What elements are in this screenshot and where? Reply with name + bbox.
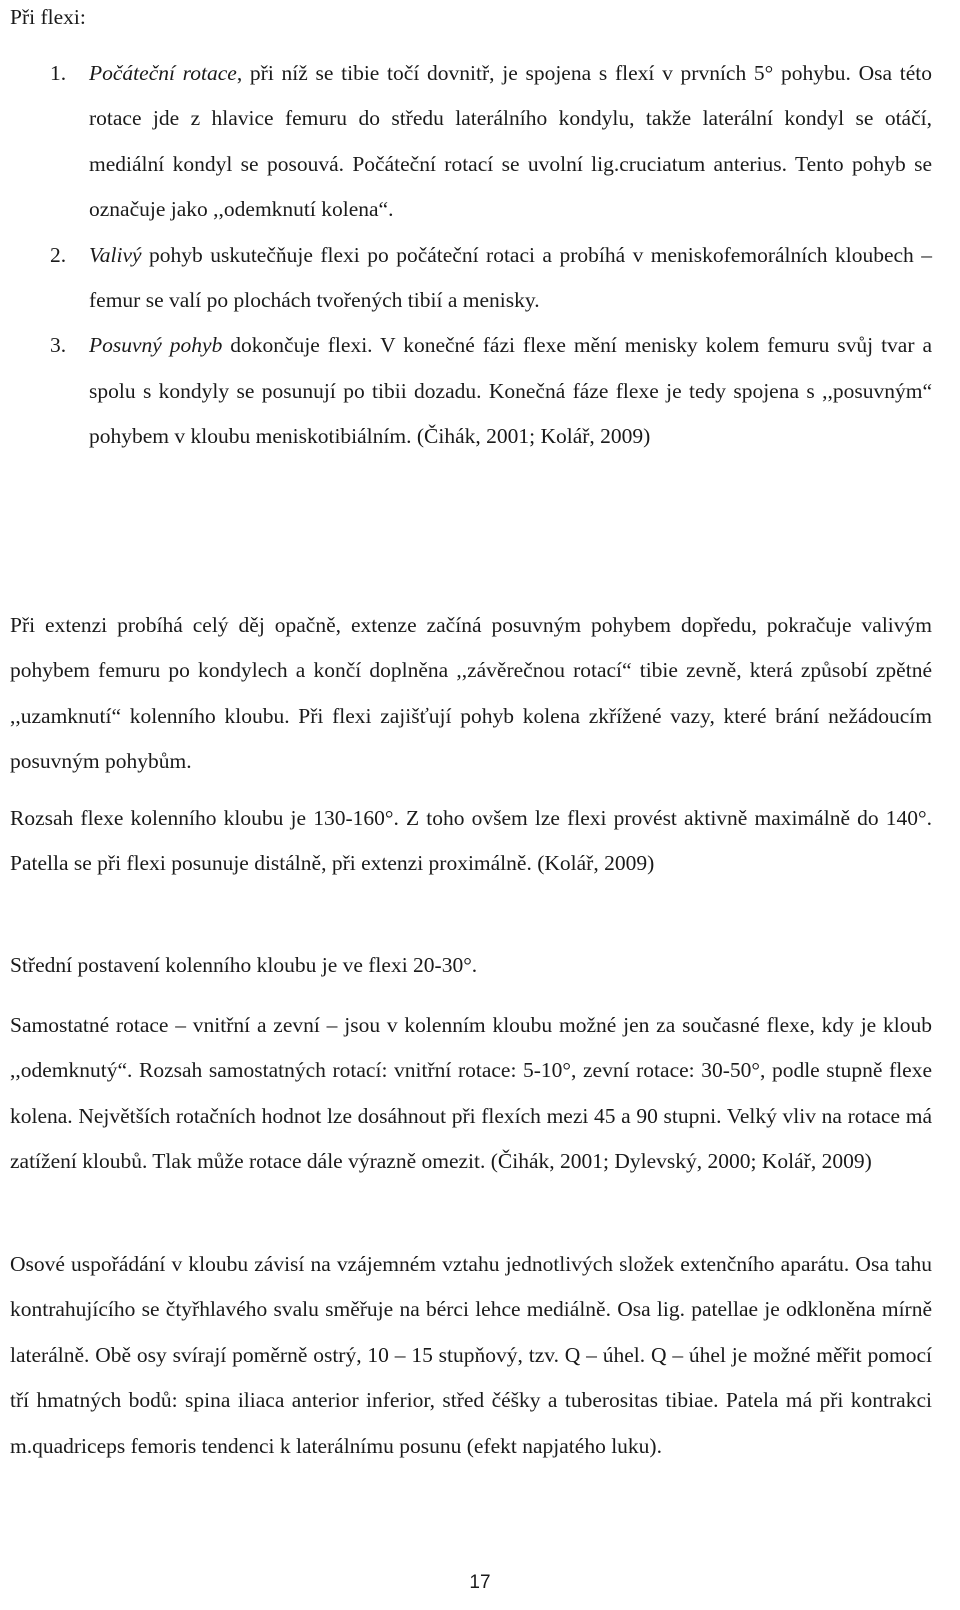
- list-item-text: , při níž se tibie točí dovnitř, je spojena s flexí v prvních 5° pohybu. Osa této rotace jde z hlavice femuru do středu laterálního kondylu, takže laterální kondyl se otáčí, mediální kondyl se posouvá. Počáteční rotací se uvolní lig.cruciatum anterius. Tento pohyb se označuje jako ,,odemknutí kolena“.: [89, 61, 932, 222]
- flexion-phases-list: [10, 51, 932, 460]
- list-item-number: 3.: [50, 333, 67, 358]
- list-item-number: 1.: [50, 61, 67, 85]
- page-number: 17: [469, 1572, 491, 1593]
- paragraph-extension: Při extenzi probíhá celý děj opačně, extenze začíná posuvným pohybem dopředu, pokračuje valivým pohybem femuru po kondylech a končí doplněna ,,závěrečnou rotací“ tibie zevně, která způsobí zpětné ,,uzamknutí“ kolenního kloubu. Při flexi zajišťují pohyb kolena zkřížené vazy, které brání nežádoucím posuvným pohybům.: [10, 613, 932, 774]
- list-item-text: dokončuje flexi. V konečné fázi flexe mění menisky kolem femuru svůj tvar a spolu s kondyly se posunují po tibii dozadu. Konečná fáze flexe je tedy spojena s ,,posuvným“ pohybem v kloubu meniskotibiálním. (Čihák, 2001; Kolář, 2009): [89, 333, 932, 449]
- list-item-term: Valivý: [89, 242, 142, 267]
- paragraph-rotations: Samostatné rotace – vnitřní a zevní – jsou v kolenním kloubu možné jen za současné flexe, kdy je kloub ,,odemknutý“. Rozsah samostatných rotací: vnitřní rotace: 5-10°, zevní rotace: 30-50°, podle stupně flexe kolena. Největších rotačních hodnot lze dosáhnout při flexích mezi 45 a 90 stupni. Velký vliv na rotace má zatížení kloubů. Tlak může rotace dále výrazně omezit. (Čihák, 2001; Dylevský, 2000; Kolář, 2009): [10, 1013, 932, 1174]
- list-item: [10, 323, 932, 459]
- paragraph-flexion-range: Rozsah flexe kolenního kloubu je 130-160°. Z toho ovšem lze flexi provést aktivně maximálně do 140°. Patella se při flexi posunuje distálně, při extenzi proximálně. (Kolář, 2009): [10, 806, 932, 876]
- list-item-term: Posuvný pohyb: [89, 333, 223, 358]
- list-item-term: Počáteční rotace: [89, 61, 237, 85]
- list-item: [10, 51, 932, 233]
- paragraph-axial-alignment: Osové uspořádání v kloubu závisí na vzájemném vztahu jednotlivých složek extenčního aparátu. Osa tahu kontrahujícího se čtyřhlavého svalu směřuje na bérci lehce mediálně. Osa lig. patellae je odkloněna mírně laterálně. Obě osy svírají poměrně ostrý, 10 – 15 stupňový, tzv. Q – úhel. Q – úhel je možné měřit pomocí tří hmatných bodů: spina iliaca anterior inferior, střed čéšky a tuberositas tibiae. Patela má při kontrakci m.quadriceps femoris tendenci k laterálnímu posunu (efekt napjatého luku).: [10, 1252, 932, 1458]
- list-item-number: 2.: [50, 242, 67, 267]
- section-heading: Při flexi:: [10, 5, 86, 29]
- paragraph-neutral-position: Střední postavení kolenního kloubu je ve flexi 20-30°.: [10, 953, 478, 977]
- list-item: [10, 233, 932, 324]
- list-item-text: pohyb uskutečňuje flexi po počáteční rotaci a probíhá v meniskofemorálních kloubech – femur se valí po plochách tvořených tibií a menisky.: [89, 242, 932, 313]
